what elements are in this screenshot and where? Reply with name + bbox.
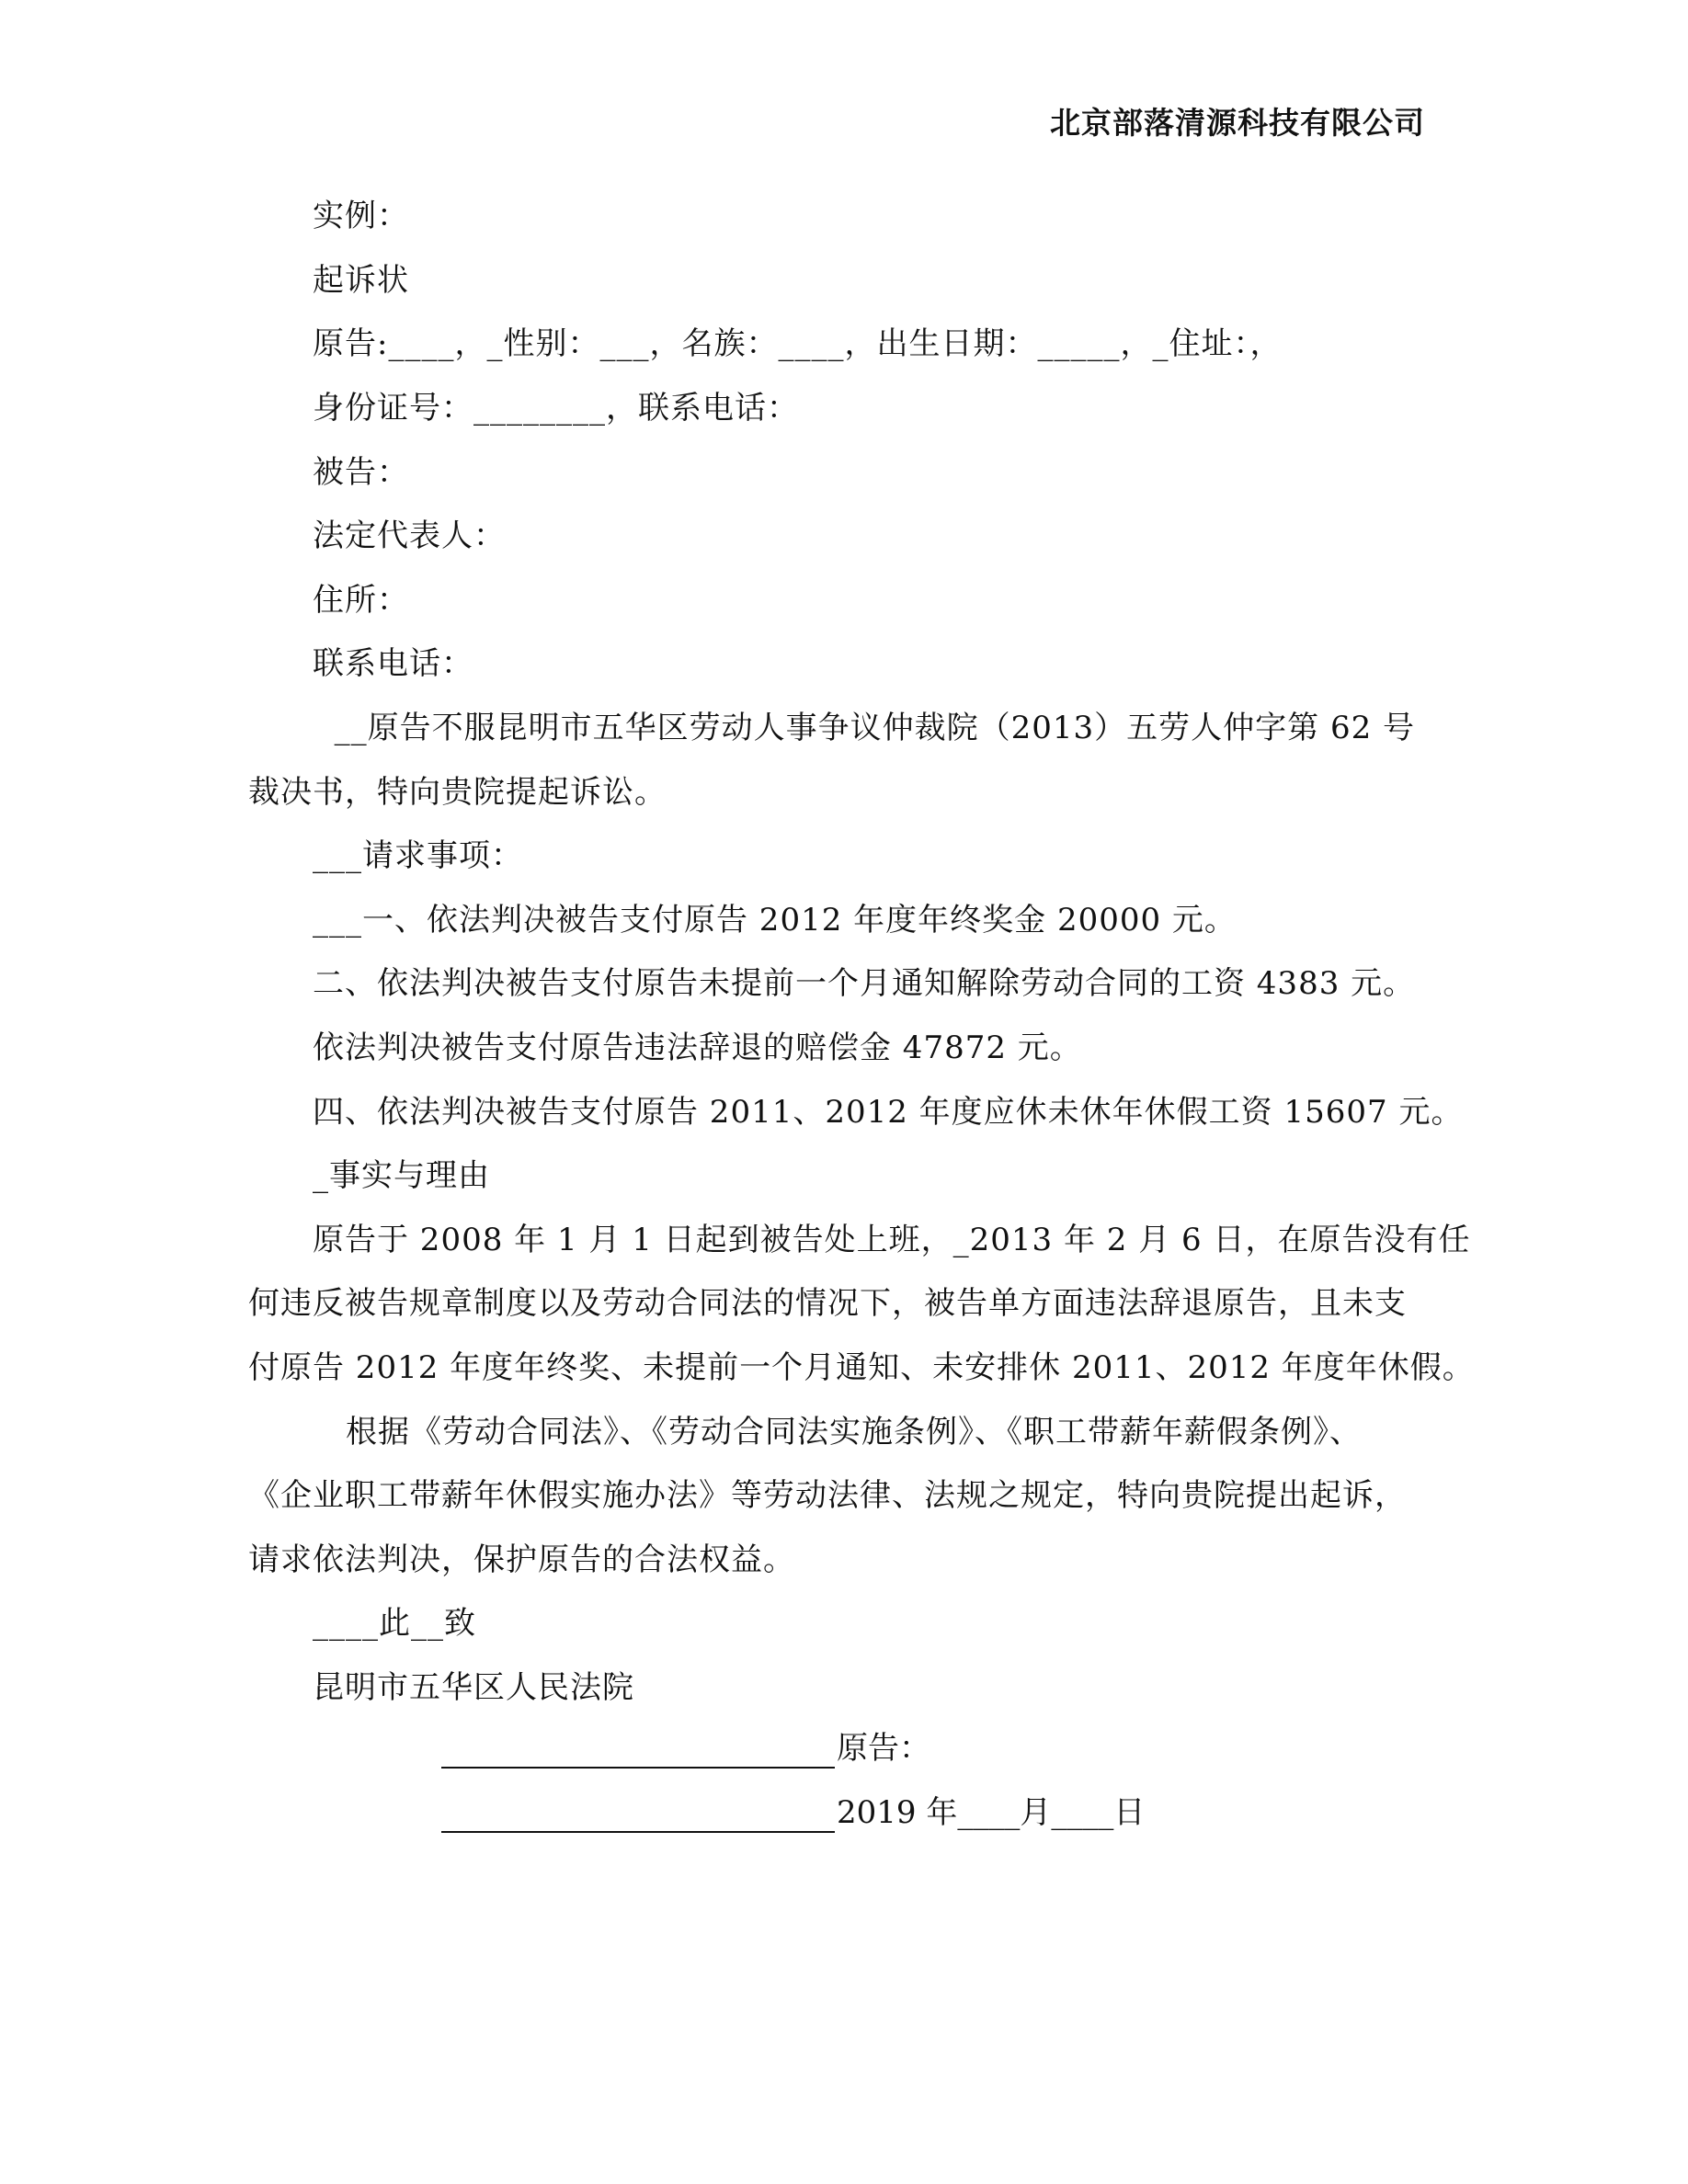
- signature-rule: [441, 1800, 835, 1833]
- closing-line: ____此__致: [313, 1605, 476, 1642]
- company-header: 北京部落清源科技有限公司: [1050, 105, 1425, 141]
- signature-label: 原告：: [837, 1730, 930, 1767]
- paragraph-line: 裁决书，特向贵院提起诉讼。: [248, 774, 667, 811]
- claim-item: 依法判决被告支付原告违法辞退的赔偿金 47872 元。: [313, 1029, 1082, 1066]
- facts-heading: _事实与理由: [313, 1157, 490, 1194]
- example-label: 实例：: [313, 198, 409, 234]
- court-name: 昆明市五华区人民法院: [313, 1669, 634, 1706]
- phone-line: 联系电话：: [313, 645, 473, 682]
- signature-date: [441, 1792, 1145, 1833]
- paragraph-line: 付原告 2012 年度年终奖、未提前一个月通知、未安排休 2011、2012 年度年休假。: [248, 1349, 1475, 1386]
- claim-item: 二、依法判决被告支付原告未提前一个月通知解除劳动合同的工资 4383 元。: [313, 965, 1416, 1002]
- paragraph-line: __原告不服昆明市五华区劳动人事争议仲裁院（2013）五劳人仲字第 62 号: [313, 710, 1416, 746]
- legal-rep-line: 法定代表人：: [313, 518, 506, 554]
- address-line: 住所：: [313, 582, 409, 619]
- plaintiff-line: 原告:____，_性别：___，名族：____，出生日期：_____，_住址：，: [313, 325, 1283, 362]
- claims-heading: ___请求事项：: [313, 837, 523, 874]
- id-phone-line: 身份证号：________，联系电话：: [313, 390, 799, 427]
- claim-item: ___一、依法判决被告支付原告 2012 年度年终奖金 20000 元。: [313, 902, 1237, 938]
- defendant-line: 被告：: [313, 454, 409, 491]
- paragraph-line: 何违反被告规章制度以及劳动合同法的情况下，被告单方面违法辞退原告，且未支: [248, 1285, 1407, 1322]
- paragraph-line: 《企业职工带薪年休假实施办法》等劳动法律、法规之规定，特向贵院提出起诉，: [248, 1477, 1407, 1514]
- paragraph-line: 根据《劳动合同法》、《劳动合同法实施条例》、《职工带薪年薪假条例》、: [346, 1414, 1362, 1450]
- paragraph-line: 原告于 2008 年 1 月 1 日起到被告处上班，_2013 年 2 月 6 日，在原告没有任: [313, 1222, 1471, 1258]
- document-title: 起诉状: [313, 262, 409, 299]
- signature-rule: [441, 1735, 835, 1769]
- signature-plaintiff: [441, 1728, 930, 1769]
- claim-item: 四、依法判决被告支付原告 2011、2012 年度应休未休年休假工资 15607 元。: [313, 1094, 1464, 1131]
- paragraph-line: 请求依法判决，保护原告的合法权益。: [248, 1541, 795, 1578]
- date-label: 2019 年____月____日: [837, 1794, 1146, 1831]
